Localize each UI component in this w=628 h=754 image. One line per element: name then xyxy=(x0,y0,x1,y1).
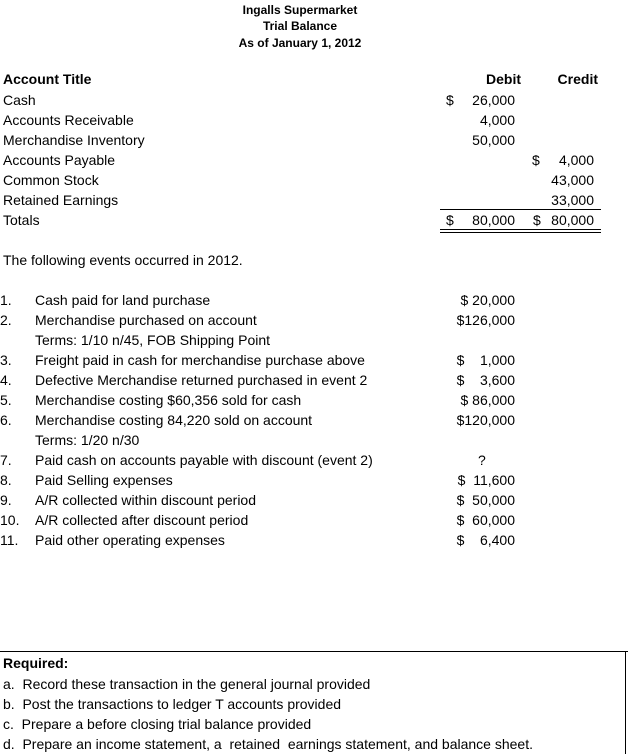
event-number: 11. xyxy=(0,532,19,548)
event-amount: $ 50,000 xyxy=(456,492,515,508)
event-text: A/R collected within discount period xyxy=(35,492,257,508)
event-text: Paid Selling expenses xyxy=(35,472,173,488)
account-name: Accounts Receivable xyxy=(3,112,134,128)
debit-amount: 4,000 xyxy=(479,112,515,128)
event-text: Merchandise costing $60,356 sold for cash xyxy=(35,392,302,408)
credit-amount: 4,000 xyxy=(558,152,594,168)
debit-amount: 26,000 xyxy=(472,92,515,108)
total-credit: 80,000 xyxy=(551,212,594,228)
account-name: Retained Earnings xyxy=(3,192,119,208)
currency-symbol: $ xyxy=(533,212,541,228)
total-debit: 80,000 xyxy=(472,212,515,228)
event-amount: $126,000 xyxy=(456,312,515,328)
event-number: 8. xyxy=(0,472,12,488)
debit-header: Debit xyxy=(486,71,521,87)
event-number: 5. xyxy=(0,392,12,408)
event-text: Freight paid in cash for merchandise purchase above xyxy=(35,352,365,368)
event-number: 4. xyxy=(0,372,12,388)
required-item: b. Post the transactions to ledger T accounts provided xyxy=(3,696,342,712)
total-double-underline xyxy=(440,232,601,233)
event-amount: $ 60,000 xyxy=(456,512,515,528)
account-name: Cash xyxy=(3,92,36,108)
event-number: 6. xyxy=(0,412,12,428)
required-title: Required: xyxy=(3,655,69,671)
event-text: Paid cash on accounts payable with discount (event 2) xyxy=(35,452,373,468)
account-name: Merchandise Inventory xyxy=(3,132,145,148)
event-text: Terms: 1/10 n/45, FOB Shipping Point xyxy=(35,332,271,348)
event-amount: $ 1,000 xyxy=(456,352,515,368)
totals-label: Totals xyxy=(3,212,40,228)
debit-amount: 50,000 xyxy=(472,132,515,148)
event-number: 7. xyxy=(0,452,12,468)
event-number: 10. xyxy=(0,512,20,528)
credit-amount: 33,000 xyxy=(551,192,594,208)
required-right-border xyxy=(625,651,626,754)
event-amount: $120,000 xyxy=(456,412,515,428)
events-intro: The following events occurred in 2012. xyxy=(3,252,243,268)
account-name: Accounts Payable xyxy=(3,152,116,168)
event-number: 3. xyxy=(0,352,12,368)
event-text: Merchandise purchased on account xyxy=(35,312,257,328)
required-top-border xyxy=(0,651,628,652)
account-title-header: Account Title xyxy=(3,71,92,87)
event-amount: $ 86,000 xyxy=(460,392,515,408)
currency-symbol: $ xyxy=(532,152,540,168)
event-number: 1. xyxy=(0,292,12,308)
account-name: Common Stock xyxy=(3,172,99,188)
report-title: Trial Balance xyxy=(262,19,338,33)
event-text: Terms: 1/20 n/30 xyxy=(35,432,140,448)
required-item: d. Prepare an income statement, a retained earnings statement, and balance sheet. xyxy=(3,736,533,752)
event-amount: $ 6,400 xyxy=(456,532,515,548)
event-number: 9. xyxy=(0,492,12,508)
event-text: Cash paid for land purchase xyxy=(35,292,211,308)
currency-symbol: $ xyxy=(446,92,454,108)
event-amount: ? xyxy=(478,452,486,468)
required-item: c. Prepare a before closing trial balance provided xyxy=(3,716,312,732)
event-text: Paid other operating expenses xyxy=(35,532,225,548)
report-date: As of January 1, 2012 xyxy=(238,36,362,50)
credit-header: Credit xyxy=(557,71,598,87)
required-item: a. Record these transaction in the general journal provided xyxy=(3,676,371,692)
event-amount: $ 20,000 xyxy=(460,292,515,308)
event-text: Merchandise costing 84,220 sold on account xyxy=(35,412,313,428)
event-text: Defective Merchandise returned purchased in event 2 xyxy=(35,372,368,388)
event-amount: $ 11,600 xyxy=(457,472,515,488)
event-text: A/R collected after discount period xyxy=(35,512,249,528)
company-name: Ingalls Supermarket xyxy=(242,3,358,17)
event-amount: $ 3,600 xyxy=(456,372,515,388)
event-number: 2. xyxy=(0,312,12,328)
currency-symbol: $ xyxy=(446,212,454,228)
credit-amount: 43,000 xyxy=(551,172,594,188)
subtotal-underline xyxy=(440,209,601,210)
total-double-underline xyxy=(440,229,601,230)
